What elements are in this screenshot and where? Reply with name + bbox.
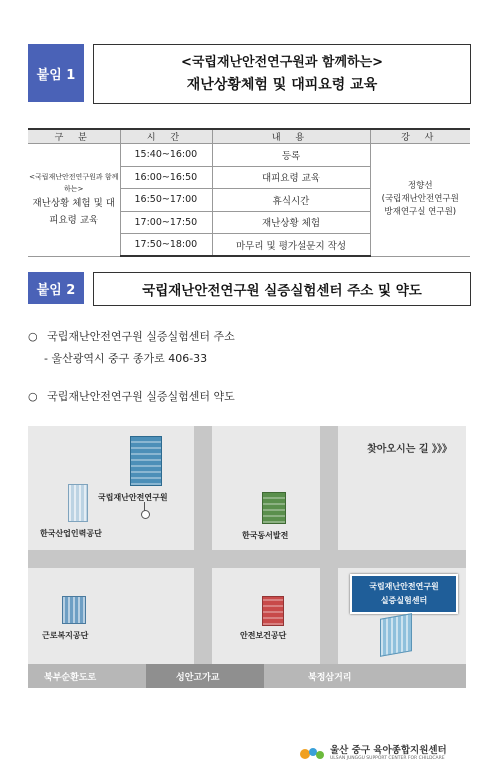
kosha-label: 안전보건공단	[240, 631, 287, 640]
center-callout-line2: 실증실험센터	[380, 596, 428, 605]
map-heading-line	[28, 388, 235, 404]
address-heading: 국립재난안전연구원 실증실험센터 주소	[47, 330, 235, 343]
bullet-circle-icon: ○	[28, 390, 38, 403]
category-small: <국립재난안전연구원과 함께하는>	[29, 172, 119, 193]
road-label-left: 북부순환도로	[44, 673, 97, 683]
time-cell: 17:50~18:00	[120, 234, 212, 257]
table-row	[28, 144, 470, 167]
header-instructor: 강 사	[370, 129, 470, 144]
content-cell: 등록	[212, 144, 370, 167]
section1-title-line2: 재난상황체험 및 대피요령 교육	[186, 77, 378, 93]
address-text: - 울산광역시 중구 종가로 406-33	[44, 352, 208, 365]
category-cell	[28, 144, 120, 257]
footer-logo-mark-icon	[298, 744, 326, 764]
time-cell: 16:00~16:50	[120, 166, 212, 189]
kewp-label: 한국동서발전	[242, 531, 289, 540]
center-callout-line1: 국립재난안전연구원	[369, 582, 439, 591]
kosha-building-icon	[262, 596, 284, 626]
road-vertical-right	[320, 426, 338, 688]
footer-org-name-en: ULSAN JUNGGU SUPPORT CENTER FOR CHILDCARE	[330, 756, 445, 761]
map-heading: 국립재난안전연구원 실증실험센터 약도	[47, 390, 235, 403]
header-content: 내 용	[212, 129, 370, 144]
comwel-building-icon	[62, 596, 86, 624]
content-cell: 휴식시간	[212, 189, 370, 212]
bullet-circle-icon: ○	[28, 330, 38, 343]
section1-title-line1: <국립재난안전연구원과 함께하는>	[180, 55, 384, 70]
footer-logo	[298, 742, 470, 766]
center-building-icon	[380, 613, 412, 657]
instructor-cell	[370, 144, 470, 257]
schedule-table	[28, 128, 470, 257]
content-cell: 재난상황 체험	[212, 211, 370, 234]
comwel-label: 근로복지공단	[42, 631, 89, 640]
time-cell: 15:40~16:00	[120, 144, 212, 167]
section2-badge: 붙임 2	[28, 272, 84, 304]
section2-title: 국립재난안전연구원 실증실험센터 주소 및 약도	[142, 283, 422, 299]
institute-label: 국립재난안전연구원	[98, 493, 168, 502]
instructor-name: 정향선	[407, 181, 433, 192]
section2-title-box	[93, 272, 471, 306]
location-map	[28, 426, 466, 688]
content-cell: 대피요령 교육	[212, 166, 370, 189]
institute-building-icon	[130, 436, 162, 486]
kiat-label: 한국산업인력공단	[40, 529, 102, 538]
time-cell: 17:00~17:50	[120, 211, 212, 234]
header-category: 구 분	[28, 129, 120, 144]
kewp-building-icon	[262, 492, 286, 524]
address-heading-line	[28, 328, 235, 344]
category-big: 재난상황 체험 및 대피요령 교육	[32, 197, 115, 226]
table-header-row	[28, 129, 470, 144]
directions-label: 찾아오시는 길 》》》	[367, 444, 452, 455]
content-cell: 마무리 및 평가설문지 작성	[212, 234, 370, 257]
road-vertical-left	[194, 426, 212, 688]
instructor-org: (국립재난안전연구원 방재연구실 연구원)	[381, 194, 459, 218]
kiat-building-icon	[68, 484, 88, 522]
center-callout	[350, 574, 458, 614]
header-time: 시 간	[120, 129, 212, 144]
section1-title-box	[93, 44, 471, 104]
road-label-middle: 성안고가교	[176, 673, 220, 683]
section1-badge: 붙임 1	[28, 44, 84, 102]
road-label-right: 북정삼거리	[308, 673, 352, 683]
footer-org-name: 울산 중구 육아종합지원센터	[330, 745, 447, 756]
road-horizontal-top	[28, 550, 466, 568]
institute-pointer-dot	[141, 510, 150, 519]
time-cell: 16:50~17:00	[120, 189, 212, 212]
